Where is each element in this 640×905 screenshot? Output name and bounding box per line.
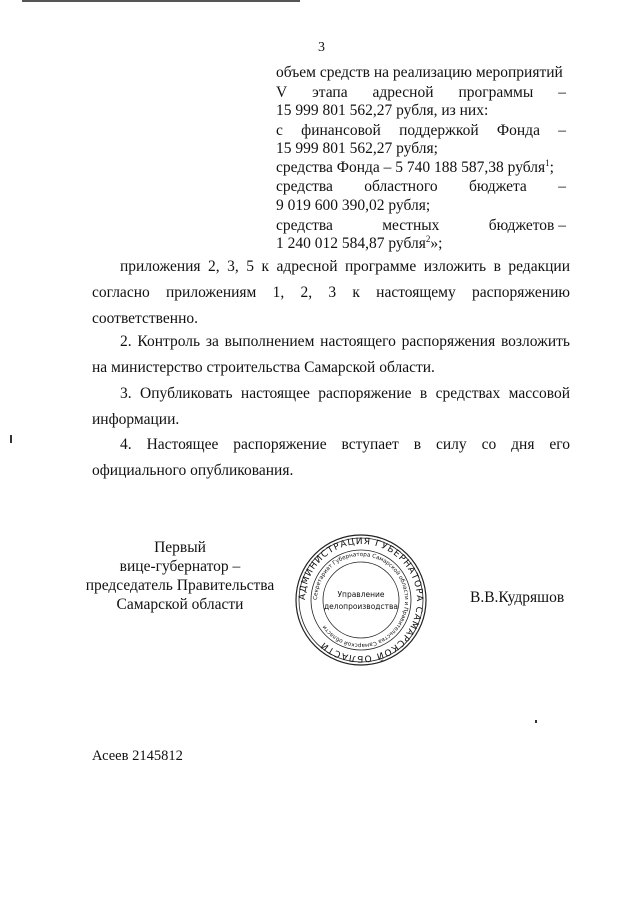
block-line-7: средства областного бюджета – xyxy=(276,178,566,195)
block-line-3: 15 999 801 562,27 рубля, из них: xyxy=(276,102,489,119)
block-line-4: с финансовой поддержкой Фонда – xyxy=(276,122,566,139)
stamp-inner-text: Секретариат Губернатора Самарской области и Правительства Самарской области xyxy=(312,551,410,649)
paragraph-appendix: приложения 2, 3, 5 к адресной программе изложить в редакции согласно приложениям 1, 2, 3 к настоящему распоряжению соответственно. xyxy=(92,258,570,327)
paragraph-item-3: 3. Опубликовать настоящее распоряжение в средствах массовой информации. xyxy=(92,385,570,428)
scan-speck xyxy=(10,435,12,443)
signer-line: Самарской области xyxy=(116,596,244,613)
signer-name: В.В.Кудряшов xyxy=(470,589,565,606)
signer-line: председатель Правительства xyxy=(85,577,275,594)
block-line-2: V этапа адресной программы – xyxy=(276,84,566,101)
stamp-outer-text: АДМИНИСТРАЦИЯ ГУБЕРНАТОРА САМАРСКОЙ ОБЛАСТИ xyxy=(297,536,425,664)
page-number: 3 xyxy=(318,40,325,55)
paragraph-item-4: 4. Настоящее распоряжение вступает в силу со дня его официального опубликования. xyxy=(92,436,570,479)
signer-line: вице-губернатор – xyxy=(119,558,241,575)
signer-line: Первый xyxy=(154,539,206,556)
svg-text:Секретариат Губернатора Самарс xyxy=(313,552,409,648)
paragraph-item-2: 2. Контроль за выполнением настоящего распоряжения возложить на министерство строительства Самарской области. xyxy=(92,333,570,376)
block-line-8: 9 019 600 390,02 рубля; xyxy=(276,197,431,214)
stamp-center-1: Управление xyxy=(337,590,385,599)
block-line-6: средства Фонда – 5 740 188 587,38 рубля$^1$; xyxy=(276,157,554,176)
official-stamp xyxy=(294,533,428,667)
block-line-5: 15 999 801 562,27 рубля; xyxy=(276,140,438,157)
block-line-9: средства местных бюджетов – xyxy=(276,217,566,234)
stamp-center-2: делопроизводства xyxy=(323,602,399,611)
block-line-1: объем средств на реализацию мероприятий xyxy=(276,64,563,81)
block-line-10: 1 240 012 584,87 рубля$^2$»; xyxy=(276,233,443,252)
scan-speck xyxy=(535,720,537,723)
top-rule xyxy=(22,0,300,2)
signer-position xyxy=(80,538,280,614)
executor-contact: Асеев 2145812 xyxy=(92,748,183,764)
